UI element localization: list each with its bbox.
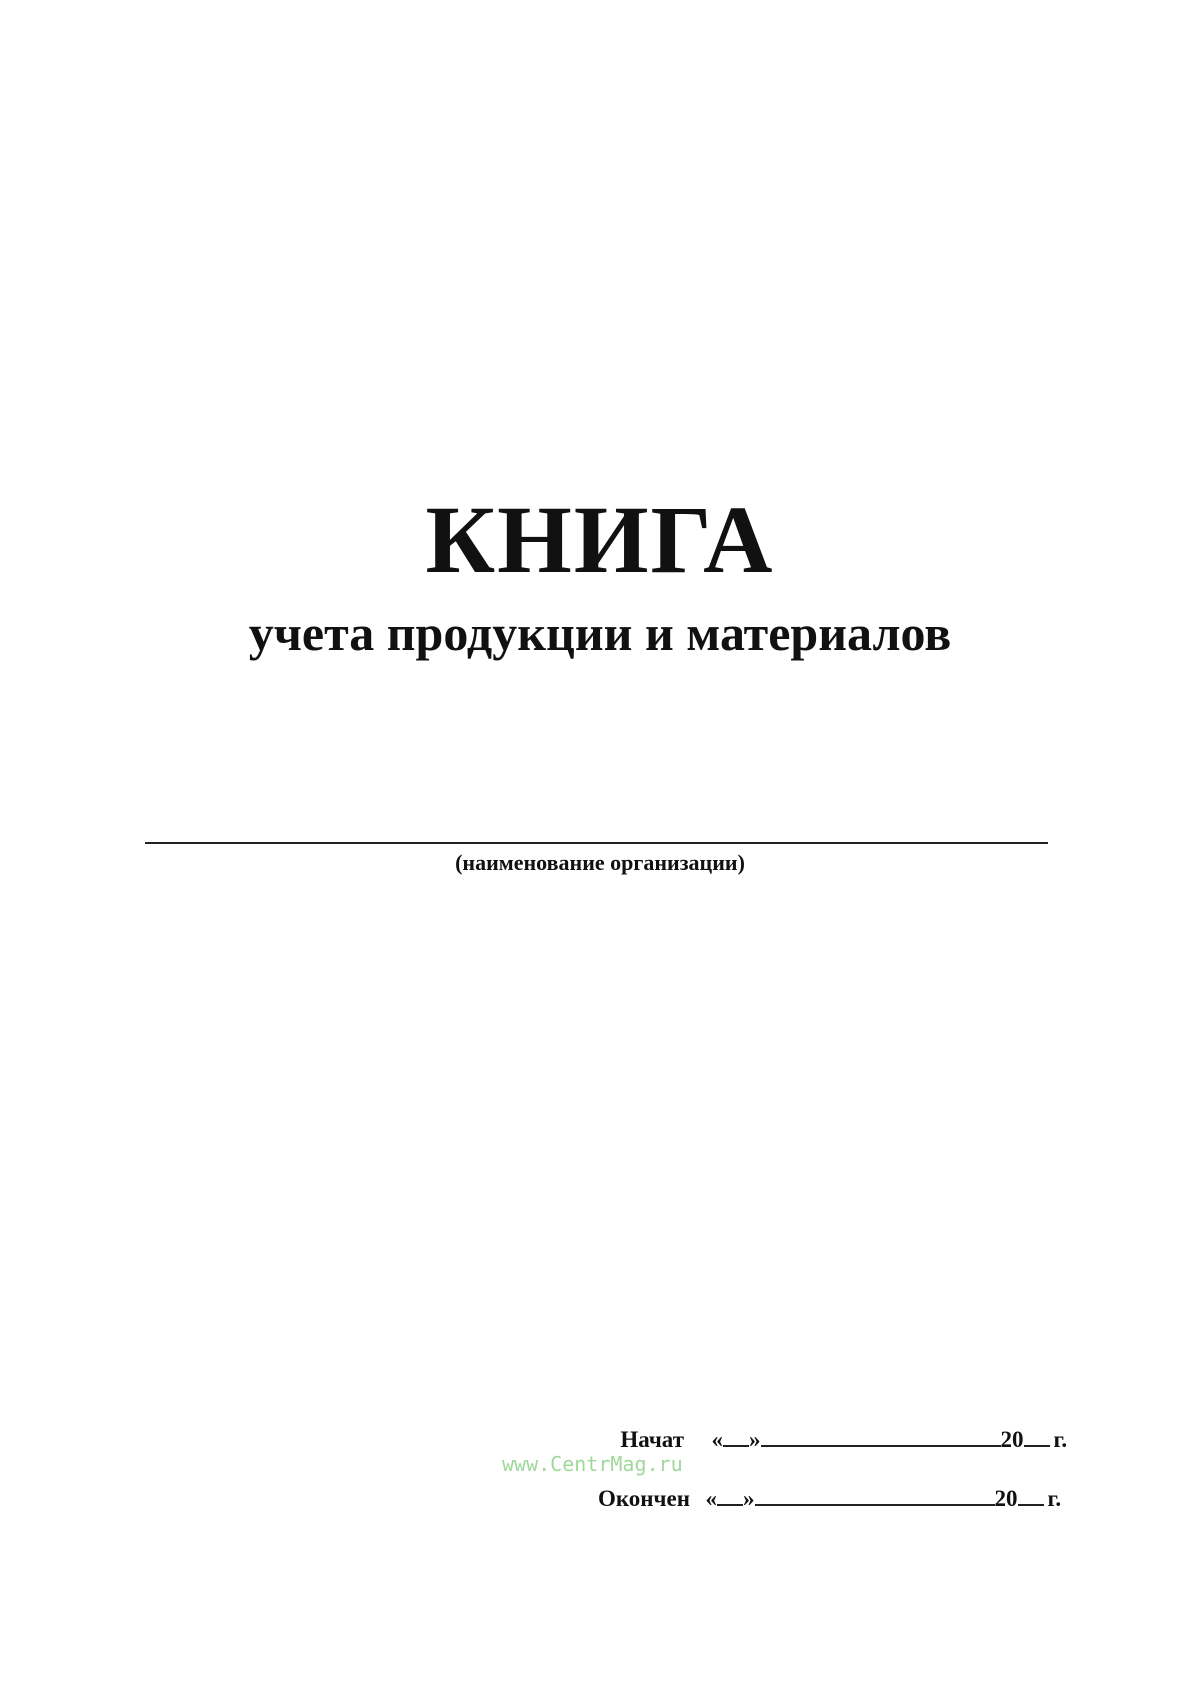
date-ended-open-quote: « [705,1486,717,1511]
date-ended-month-blank [755,1484,995,1506]
date-ended-close-quote: » [743,1486,755,1511]
date-started-row [616,1425,1067,1451]
date-started-year-blank [1024,1425,1050,1447]
date-started-year-prefix: 20 [1000,1427,1024,1452]
date-ended-row [594,1484,1061,1510]
document-title: КНИГА [425,486,775,593]
date-ended-year-suffix: г. [1047,1486,1062,1511]
date-started-label: Начат [620,1427,684,1452]
date-started-day-blank [723,1425,749,1447]
date-ended-year-blank [1018,1484,1044,1506]
organization-caption: (наименование организации) [455,850,745,875]
date-started-year-suffix: г. [1053,1427,1068,1452]
date-started-open-quote: « [711,1427,723,1452]
date-started-month-blank [761,1425,1001,1447]
document-subtitle: учета продукции и материалов [248,605,952,661]
organization-name-line [145,842,1048,844]
date-ended-year-prefix: 20 [994,1486,1018,1511]
date-started-close-quote: » [749,1427,761,1452]
date-ended-day-blank [717,1484,743,1506]
date-ended-label: Окончен [597,1486,690,1511]
watermark-text: www.CentrMag.ru [502,1452,683,1476]
